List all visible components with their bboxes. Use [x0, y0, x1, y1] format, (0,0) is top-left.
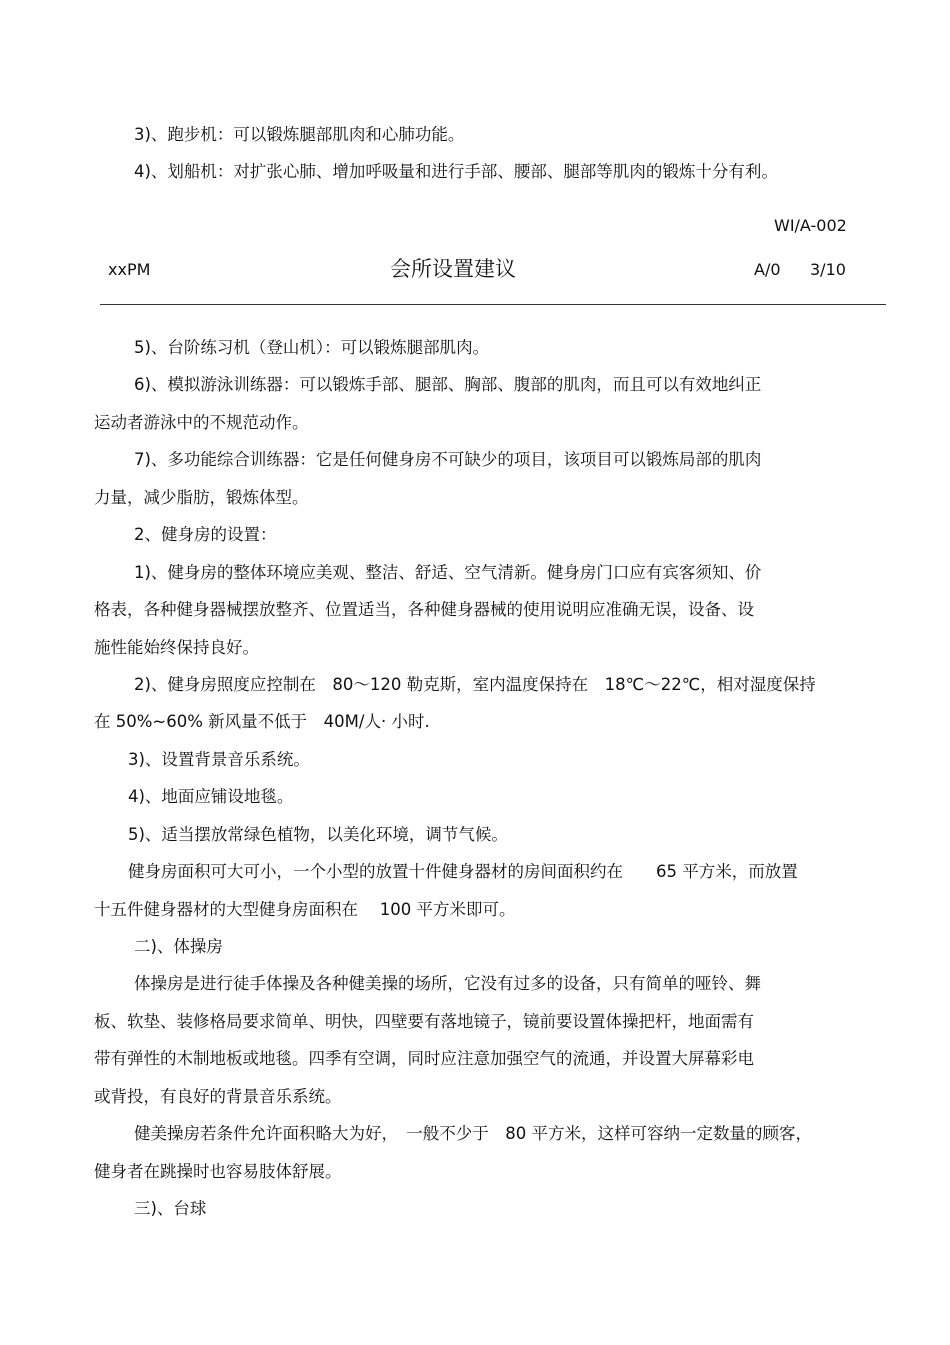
text-line: 力量，减少脂肪，锻炼体型。 — [94, 488, 309, 507]
page-title: 会所设置建议 — [390, 257, 516, 281]
text-line: 健身房面积可大可小，一个小型的放置十件健身器材的房间面积约在 65 平方米，而放置 — [128, 862, 798, 881]
version: A/0 — [754, 260, 781, 279]
section-heading: 2、健身房的设置： — [134, 525, 277, 544]
text-line: 1)、健身房的整体环境应美观、整洁、舒适、空气清新。健身房门口应有宾客须知、价 — [134, 563, 762, 582]
text-line: 5)、台阶练习机（登山机）：可以锻炼腿部肌肉。 — [134, 338, 490, 357]
text-line: 2)、健身房照度应控制在 80～120 勒克斯，室内温度保持在 18℃～22℃，相对湿度保持 — [134, 675, 816, 694]
company-name: xxPM — [108, 260, 151, 279]
section-heading: 二)、体操房 — [134, 937, 223, 956]
text-line: 或背投，有良好的背景音乐系统。 — [94, 1087, 342, 1106]
text-line: 格表，各种健身器械摆放整齐、位置适当，各种健身器械的使用说明应准确无误，设备、设 — [94, 600, 754, 619]
text-line: 施性能始终保持良好。 — [94, 638, 259, 657]
doc-code: WI/A-002 — [774, 216, 847, 235]
text-line: 十五件健身器材的大型健身房面积在 100 平方米即可。 — [94, 900, 516, 919]
text-line: 健身者在跳操时也容易肢体舒展。 — [94, 1162, 342, 1181]
text-line: 4)、划船机：对扩张心肺、增加呼吸量和进行手部、腰部、腿部等肌肉的锻炼十分有利。 — [134, 162, 778, 181]
text-line: 在 50%~60% 新风量不低于 40M/人· 小时. — [94, 712, 430, 731]
text-line: 6)、模拟游泳训练器：可以锻炼手部、腿部、胸部、腹部的肌肉，而且可以有效地纠正 — [134, 375, 762, 394]
text-line: 3)、设置背景音乐系统。 — [128, 750, 310, 769]
text-line: 4)、地面应铺设地毯。 — [128, 787, 294, 806]
text-line: 3)、跑步机：可以锻炼腿部肌肉和心肺功能。 — [134, 125, 465, 144]
section-heading: 三)、台球 — [134, 1199, 207, 1218]
text-line: 运动者游泳中的不规范动作。 — [94, 413, 309, 432]
text-line: 板、软垫、装修格局要求简单、明快，四壁要有落地镜子，镜前要设置体操把杆，地面需有 — [94, 1012, 754, 1031]
text-line: 体操房是进行徒手体操及各种健美操的场所，它没有过多的设备，只有简单的哑铃、舞 — [134, 974, 761, 993]
text-line: 5)、适当摆放常绿色植物，以美化环境，调节气候。 — [128, 825, 508, 844]
header-divider — [100, 304, 886, 305]
text-line: 健美操房若条件允许面积略大为好， 一般不少于 80 平方米，这样可容纳一定数量的顾客， — [134, 1124, 812, 1143]
text-line: 带有弹性的木制地板或地毯。四季有空调，同时应注意加强空气的流通，并设置大屏幕彩电 — [94, 1049, 754, 1068]
text-line: 7)、多功能综合训练器：它是任何健身房不可缺少的项目，该项目可以锻炼局部的肌肉 — [134, 450, 762, 469]
page-number: 3/10 — [810, 260, 846, 279]
